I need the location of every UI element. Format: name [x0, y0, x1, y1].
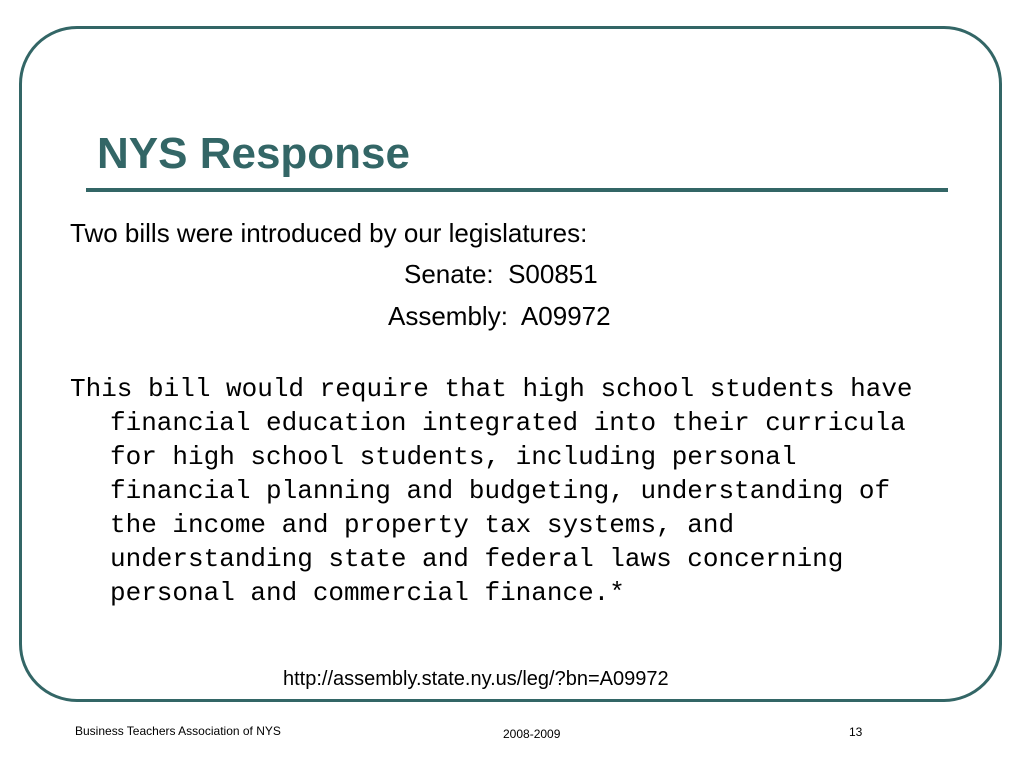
intro-text: Two bills were introduced by our legislatures:	[70, 218, 588, 248]
bill-description: This bill would require that high school students have financial education integrated into their curricula for high school students, including personal financial planning and budgeting, understanding of the income and property tax systems, and understanding state and federal laws concerning personal and commercial finance.*	[70, 374, 913, 608]
slide-number: 13	[849, 725, 863, 739]
senate-bill: Senate: S00851	[404, 259, 598, 289]
source-link[interactable]: http://assembly.state.ny.us/leg/?bn=A09972	[283, 668, 669, 690]
slide-title: NYS Response	[97, 129, 410, 178]
footer-organization: Business Teachers Association of NYS	[75, 724, 281, 738]
footer-year: 2008-2009	[503, 727, 561, 741]
title-divider	[86, 188, 948, 192]
assembly-bill: Assembly: A09972	[388, 301, 611, 331]
